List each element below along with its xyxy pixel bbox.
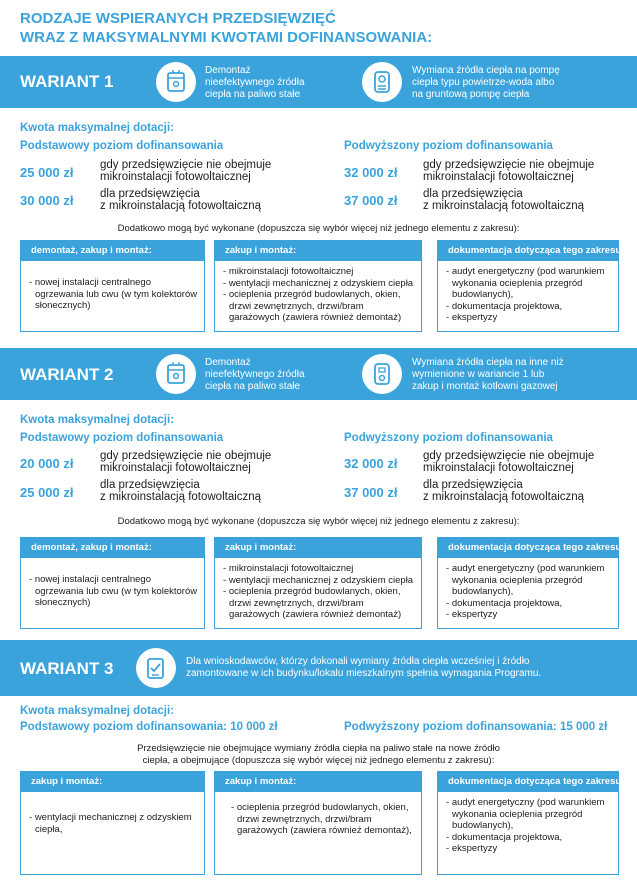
list-item: - dokumentacja projektowa, (446, 598, 612, 610)
amount-desc: gdy przedsięwzięcie nie obejmuje mikroinstalacji fotowoltaicznej (423, 159, 595, 183)
amount-desc: gdy przedsięwzięcie nie obejmuje mikroinstalacji fotowoltaicznej (100, 450, 272, 474)
scope-box-header: demontaż, zakup i montaż: (21, 241, 204, 261)
wariant-1-band (0, 56, 637, 108)
wariant-3-title: WARIANT 3 (20, 659, 114, 678)
scope-box-header: dokumentacja dotycząca tego zakresu: (438, 538, 618, 558)
wariant-2-title: WARIANT 2 (20, 365, 114, 384)
page-title: RODZAJE WSPIERANYCH PRZEDSIĘWZIĘĆ WRAZ Z MAKSYMALNYMI KWOTAMI DOFINANSOWANIA: (20, 10, 433, 46)
higher-level-inline: Podwyższony poziom dofinansowania: 15 000 zł (344, 721, 608, 733)
list-item: - mikroinstalacji fotowoltaicznej (223, 266, 415, 278)
gas-boiler-icon (362, 354, 402, 394)
amount: 32 000 zł (344, 456, 398, 471)
scope-box-header: zakup i montaż: (215, 241, 421, 261)
list-item: - audyt energetyczny (pod warunkiem wykonania ocieplenia przegród budowlanych), (446, 563, 612, 598)
wariant-3-band (0, 640, 637, 696)
amount: 25 000 zł (20, 165, 74, 180)
basic-level-label: Podstawowy poziom dofinansowania (20, 432, 224, 444)
list-item: - ekspertyzy (446, 312, 612, 324)
wariant-2-item-2: Wymiana źródła ciepła na inne niż wymienione w wariancie 1 lub zakup i montaż kotłowni gazowej (412, 357, 564, 392)
scope-box-header: dokumentacja dotycząca tego zakresu: (438, 241, 618, 261)
kwota-label: Kwota maksymalnej dotacji: (20, 414, 175, 426)
list-item: - ocieplenia przegród budowlanych, okien, drzwi zewnętrznych, drzwi/bram garażowych (zawiera również demontaż), (231, 802, 415, 837)
scope-box (437, 771, 625, 875)
list-item: - audyt energetyczny (pod warunkiem wykonania ocieplenia przegród budowlanych), (446, 266, 612, 301)
additional-note: Dodatkowo mogą być wykonane (dopuszcza się wybór więcej niż jednego elementu z zakresu): (117, 516, 520, 527)
higher-level-label: Podwyższony poziom dofinansowania (344, 432, 553, 444)
scope-box-header: zakup i montaż: (215, 772, 421, 792)
list-item: - wentylacji mechanicznej z odzyskiem ciepła (223, 278, 415, 290)
amount-desc: dla przedsięwzięcia z mikroinstalacją fotowoltaiczną (423, 188, 585, 212)
scope-box (214, 771, 422, 875)
amount-desc: gdy przedsięwzięcie nie obejmuje mikroinstalacji fotowoltaicznej (423, 450, 595, 474)
amount: 30 000 zł (20, 193, 74, 208)
wariant-2-band (0, 348, 637, 400)
amount: 37 000 zł (344, 193, 398, 208)
amount-desc: dla przedsięwzięcia z mikroinstalacją fotowoltaiczną (100, 188, 262, 212)
list-item: - mikroinstalacji fotowoltaicznej (223, 563, 415, 575)
list-item: - wentylacji mechanicznej z odzyskiem ciepła (223, 575, 415, 587)
list-item: - dokumentacja projektowa, (446, 301, 612, 313)
scope-box (214, 240, 422, 332)
amount: 32 000 zł (344, 165, 398, 180)
scope-box-header: zakup i montaż: (215, 538, 421, 558)
basic-level-inline: Podstawowy poziom dofinansowania: 10 000 zł (20, 721, 278, 733)
scope-box (437, 537, 625, 629)
list-item: - dokumentacja projektowa, (446, 832, 612, 844)
list-item: - audyt energetyczny (pod warunkiem wykonania ocieplenia przegród budowlanych), (446, 797, 612, 832)
list-item: - ekspertyzy (446, 843, 612, 855)
boiler-icon (156, 354, 196, 394)
list-item: - wentylacji mechanicznej z odzyskiem ciepła, (29, 812, 198, 835)
scope-box (437, 240, 625, 332)
wariant-1-item-2: Wymiana źródła ciepła na pompę ciepła typu powietrze-woda albo na gruntową pompę ciepła (412, 65, 560, 100)
list-item: - nowej instalacji centralnego ogrzewania lub cwu (w tym kolektorów słonecznych) (29, 277, 198, 312)
list-item: - ekspertyzy (446, 609, 612, 621)
scope-box (20, 771, 205, 875)
list-item: - ocieplenia przegród budowlanych, okien, drzwi zewnętrznych, drzwi/bram garażowych (zawiera również demontaż) (223, 586, 415, 621)
list-item: - ocieplenia przegród budowlanych, okien, drzwi zewnętrznych, drzwi/bram garażowych (zawiera również demontaż) (223, 289, 415, 324)
amount: 20 000 zł (20, 456, 74, 471)
scope-box-header: zakup i montaż: (21, 772, 204, 792)
amount-desc: gdy przedsięwzięcie nie obejmuje mikroinstalacji fotowoltaicznej (100, 159, 272, 183)
scope-box-header: demontaż, zakup i montaż: (21, 538, 204, 558)
amount-desc: dla przedsięwzięcia z mikroinstalacją fotowoltaiczną (423, 479, 585, 503)
checklist-icon (136, 648, 176, 688)
kwota-label: Kwota maksymalnej dotacji: (20, 705, 175, 717)
amount: 25 000 zł (20, 485, 74, 500)
wariant-1-title: WARIANT 1 (20, 72, 114, 91)
scope-box-header: dokumentacja dotycząca tego zakresu: (438, 772, 618, 792)
kwota-label: Kwota maksymalnej dotacji: (20, 122, 175, 134)
wariant-1-item-1: Demontaż nieefektywnego źródła ciepła na paliwo stałe (205, 65, 305, 100)
wariant-3-item-1: Dla wnioskodawców, którzy dokonali wymiany źródła ciepła wcześniej i źródło zamontowane w ich budynku/lokalu mieszkalnym spełnia wymagania Programu. (186, 656, 542, 679)
scope-box (20, 537, 205, 629)
list-item: - nowej instalacji centralnego ogrzewania lub cwu (w tym kolektorów słonecznych) (29, 574, 198, 609)
heat-pump-icon (362, 62, 402, 102)
basic-level-label: Podstawowy poziom dofinansowania (20, 140, 224, 152)
boiler-icon (156, 62, 196, 102)
amount-desc: dla przedsięwzięcia z mikroinstalacją fotowoltaiczną (100, 479, 262, 503)
additional-note: Dodatkowo mogą być wykonane (dopuszcza się wybór więcej niż jednego elementu z zakresu): (117, 223, 520, 234)
higher-level-label: Podwyższony poziom dofinansowania (344, 140, 553, 152)
amount: 37 000 zł (344, 485, 398, 500)
scope-box (214, 537, 422, 629)
additional-note: Przedsięwzięcie nie obejmujące wymiany źródła ciepła na paliwo stałe na nowe źródło ciepła, a obejmujące (dopuszcza się wybór więcej niż jednego elementu z zakresu): (137, 743, 500, 766)
scope-box (20, 240, 205, 332)
wariant-2-item-1: Demontaż nieefektywnego źródła ciepła na paliwo stałe (205, 357, 305, 392)
